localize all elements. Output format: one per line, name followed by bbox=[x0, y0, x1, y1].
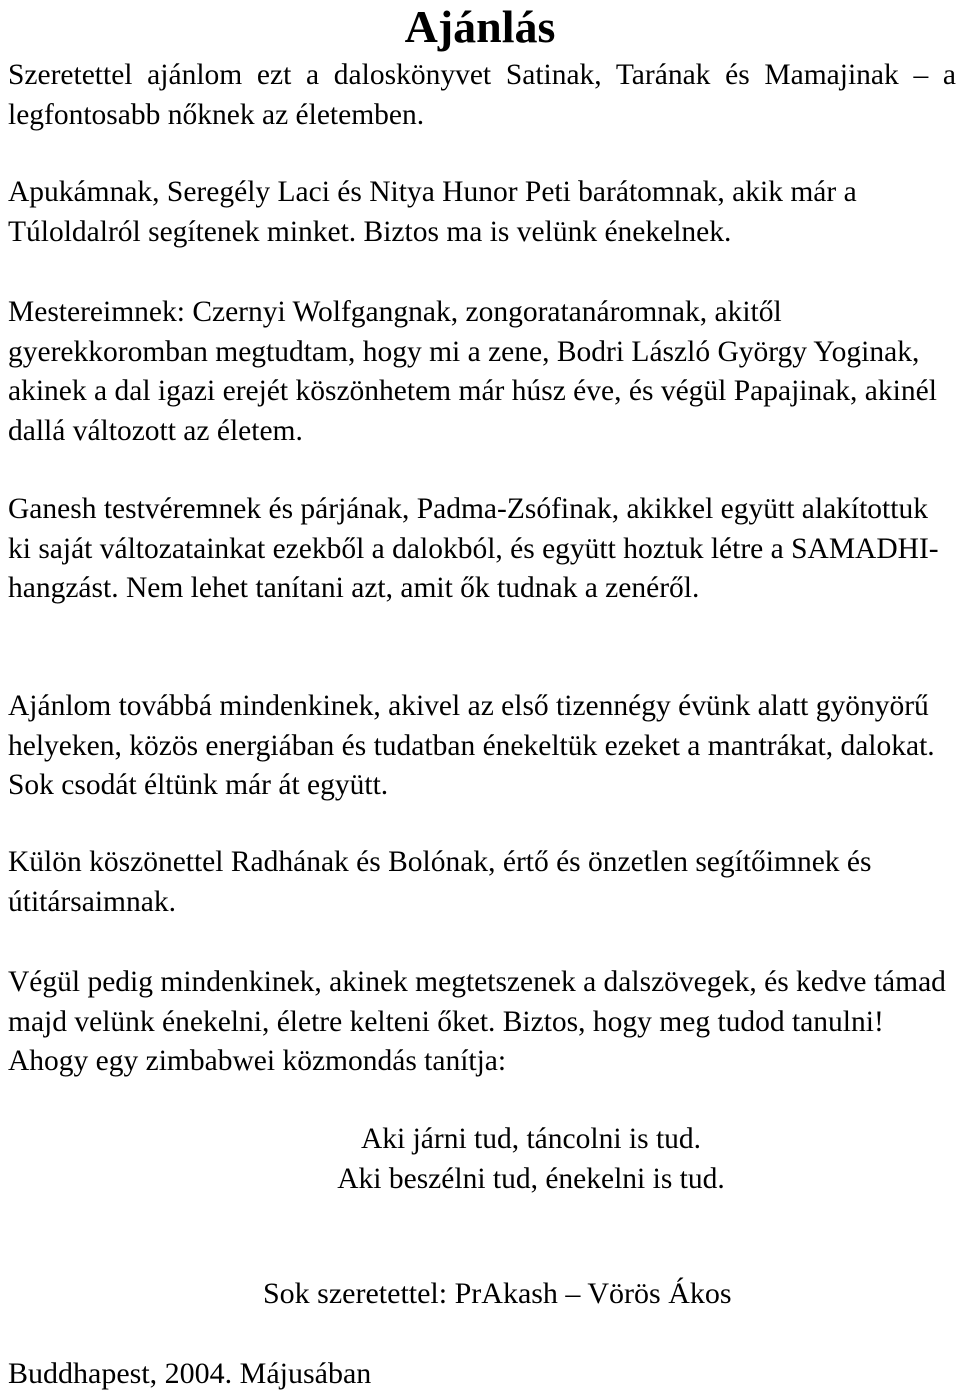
paragraph-apukamnak: Apukámnak, Seregély Laci és Nitya Hunor Peti barátomnak, akik már a Túloldalról segítenek minket. Biztos ma is velünk énekelnek. bbox=[8, 176, 857, 248]
proverb-line-2: Aki beszélni tud, énekelni is tud. bbox=[337, 1162, 725, 1195]
place-and-date: Buddhapest, 2004. Májusában bbox=[8, 1357, 372, 1390]
signature: Sok szeretettel: PrAkash – Vörös Ákos bbox=[263, 1277, 732, 1310]
paragraph-ajanlom: Ajánlom továbbá mindenkinek, akivel az első tizennégy évünk alatt gyönyörű helyeken, közös energiában és tudatban énekeltük ezeket a mantrákat, dalokat. Sok csodát éltünk már át együtt. bbox=[8, 690, 935, 801]
paragraph-mestereimnek: Mestereimnek: Czernyi Wolfgangnak, zongoratanáromnak, akitől gyerekkoromban megtudtam, hogy mi a zene, Bodri László György Yoginak, akinek a dal igazi erejét köszönhetem már húsz éve, és végül Papajinak, akinél dallá változott az életem. bbox=[8, 296, 937, 447]
proverb-quote bbox=[0, 1120, 960, 1199]
paragraph-ganesh: Ganesh testvéremnek és párjának, Padma-Zsófinak, akikkel együtt alakítottuk ki saját változatainkat ezekből a dalokból, és együtt hoztuk létre a SAMADHI-hangzást. Nem lehet tanítani azt, amit ők tudnak a zenéről. bbox=[8, 493, 939, 604]
paragraph-vegul: Végül pedig mindenkinek, akinek megtetszenek a dalszövegek, és kedve támad majd velünk énekelni, életre kelteni őket. Biztos, hogy meg tudod tanulni! Ahogy egy zimbabwei közmondás tanítja: bbox=[8, 966, 946, 1077]
paragraph-satinak: Szeretettel ajánlom ezt a daloskönyvet Satinak, Tarának és Mamajinak – a legfontosabb nőknek az életemben. bbox=[8, 59, 956, 131]
paragraph-kulon-koszonettel: Külön köszönettel Radhának és Bolónak, értő és önzetlen segítőimnek és útitársaimnak. bbox=[8, 846, 872, 918]
proverb-line-1: Aki járni tud, táncolni is tud. bbox=[360, 1123, 702, 1155]
page-title: Ajánlás bbox=[404, 1, 556, 52]
